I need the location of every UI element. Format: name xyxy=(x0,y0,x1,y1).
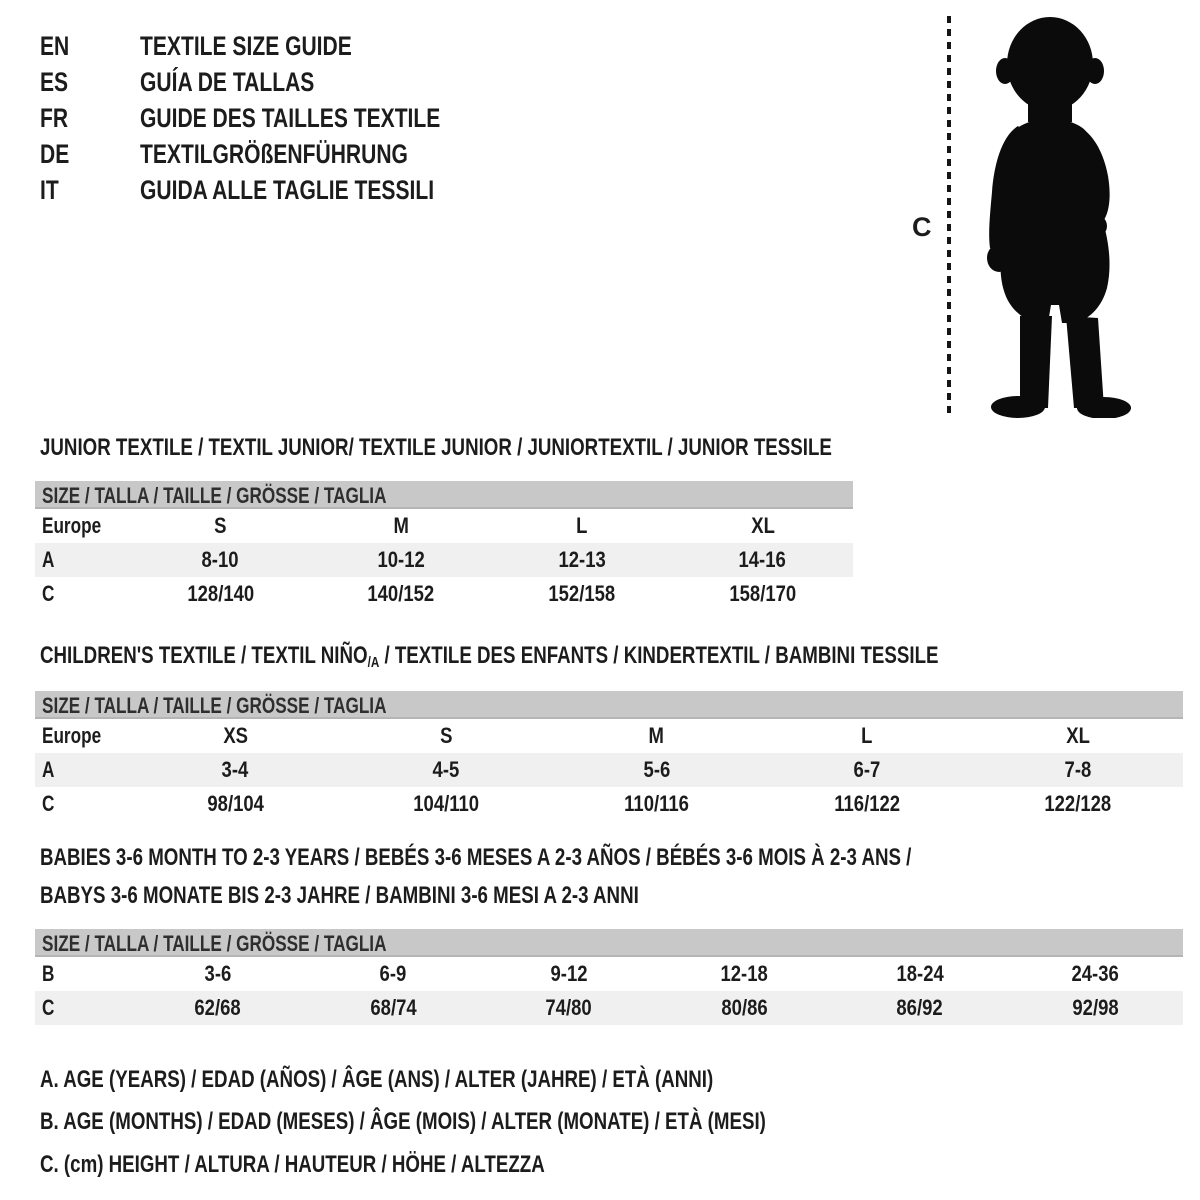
height-cell: 62/68 xyxy=(194,995,241,1020)
size-cell: L xyxy=(576,513,588,538)
row-label: A xyxy=(42,757,55,782)
lang-row-en xyxy=(40,28,525,64)
heading-sub-part: /A xyxy=(367,654,380,671)
row-label: Europe xyxy=(42,513,102,538)
lang-title: GUIDA ALLE TAGLIE TESSILI xyxy=(140,175,435,205)
lang-row-fr xyxy=(40,100,525,136)
age-cell: 12-18 xyxy=(720,961,768,986)
height-cell: 116/122 xyxy=(834,791,900,816)
lang-title: TEXTILE SIZE GUIDE xyxy=(140,31,352,61)
lang-row-it xyxy=(40,172,525,208)
height-cell: 86/92 xyxy=(896,995,943,1020)
height-cell: 98/104 xyxy=(207,791,264,816)
height-measure-label: C xyxy=(912,212,932,242)
table-row xyxy=(35,753,1183,787)
row-label: B xyxy=(42,961,55,986)
lang-row-de xyxy=(40,136,525,172)
age-cell: 12-13 xyxy=(558,547,606,572)
row-label: C xyxy=(42,995,55,1020)
table-header-bar: SIZE / TALLA / TAILLE / GRÖSSE / TAGLIA xyxy=(35,929,1183,957)
table-row xyxy=(35,957,1183,991)
legend-line-a: A. AGE (YEARS) / EDAD (AÑOS) / ÂGE (ANS) / ALTER (JAHRE) / ETÀ (ANNI) xyxy=(40,1066,714,1093)
size-cell: S xyxy=(439,723,453,748)
age-cell: 7-8 xyxy=(1064,757,1092,782)
height-cell: 152/158 xyxy=(548,581,616,606)
size-cell: XL xyxy=(1065,723,1090,748)
size-cell: XL xyxy=(750,513,775,538)
table-row xyxy=(35,787,1183,821)
table-row xyxy=(35,719,1183,753)
row-label: A xyxy=(42,547,55,572)
lang-code: DE xyxy=(40,139,70,169)
age-cell: 24-36 xyxy=(1071,961,1119,986)
junior-size-table xyxy=(35,481,853,611)
lang-title: GUÍA DE TALLAS xyxy=(140,67,315,97)
babies-section-heading-line2: BABYS 3-6 MONATE BIS 2-3 JAHRE / BAMBINI 3-6 MESI A 2-3 ANNI xyxy=(40,882,639,909)
height-cell: 80/86 xyxy=(721,995,768,1020)
lang-code: EN xyxy=(40,31,70,61)
legend-line-c: C. (cm) HEIGHT / ALTURA / HAUTEUR / HÖHE / ALTEZZA xyxy=(40,1151,545,1178)
lang-code: IT xyxy=(40,175,59,205)
height-cell: 158/170 xyxy=(729,581,797,606)
lang-row-es xyxy=(40,64,525,100)
height-cell: 92/98 xyxy=(1072,995,1119,1020)
table-header-bar: SIZE / TALLA / TAILLE / GRÖSSE / TAGLIA xyxy=(35,691,1183,719)
table-header-bar: SIZE / TALLA / TAILLE / GRÖSSE / TAGLIA xyxy=(35,481,853,509)
table-row xyxy=(35,991,1183,1025)
table-row xyxy=(35,509,853,543)
language-title-list xyxy=(40,28,525,208)
age-cell: 4-5 xyxy=(432,757,460,782)
babies-section-heading-line1: BABIES 3-6 MONTH TO 2-3 YEARS / BEBÉS 3-6 MESES A 2-3 AÑOS / BÉBÉS 3-6 MOIS À 2-3 ANS / xyxy=(40,844,912,871)
age-cell: 18-24 xyxy=(896,961,944,986)
height-dashed-line xyxy=(947,16,951,416)
row-label: C xyxy=(42,581,55,606)
height-cell: 74/80 xyxy=(545,995,592,1020)
children-section-heading: CHILDREN'S TEXTILE / TEXTIL NIÑO/A / TEXTILE DES ENFANTS / KINDERTEXTIL / BAMBINI TESSILE xyxy=(40,642,939,671)
height-cell: 68/74 xyxy=(370,995,417,1020)
size-cell: S xyxy=(214,513,227,538)
lang-title: GUIDE DES TAILLES TEXTILE xyxy=(140,103,441,133)
junior-section-heading: JUNIOR TEXTILE / TEXTIL JUNIOR/ TEXTILE JUNIOR / JUNIORTEXTIL / JUNIOR TESSILE xyxy=(40,434,832,461)
lang-title: TEXTILGRÖßENFÜHRUNG xyxy=(140,139,408,169)
size-cell: M xyxy=(648,723,665,748)
height-cell: 128/140 xyxy=(186,581,254,606)
babies-size-table xyxy=(35,929,1183,1025)
lang-code: FR xyxy=(40,103,69,133)
lang-code: ES xyxy=(40,67,69,97)
age-cell: 5-6 xyxy=(643,757,670,782)
age-cell: 10-12 xyxy=(377,547,425,572)
age-cell: 6-9 xyxy=(379,961,407,986)
age-cell: 14-16 xyxy=(738,547,787,572)
height-cell: 104/110 xyxy=(412,791,479,816)
row-label: C xyxy=(42,791,55,816)
age-cell: 3-4 xyxy=(221,757,249,782)
legend-line-b: B. AGE (MONTHS) / EDAD (MESES) / ÂGE (MOIS) / ALTER (MONATE) / ETÀ (MESI) xyxy=(40,1108,766,1135)
age-cell: 6-7 xyxy=(853,757,881,782)
height-cell: 110/116 xyxy=(624,791,689,816)
age-cell: 8-10 xyxy=(201,547,239,572)
age-cell: 3-6 xyxy=(204,961,232,986)
toddler-silhouette-icon xyxy=(962,14,1138,418)
size-cell: M xyxy=(393,513,409,538)
children-size-table xyxy=(35,691,1183,821)
size-cell: XS xyxy=(222,723,248,748)
table-row xyxy=(35,577,853,611)
height-cell: 122/128 xyxy=(1044,791,1112,816)
size-cell: L xyxy=(861,723,873,748)
table-row xyxy=(35,543,853,577)
row-label: Europe xyxy=(42,723,102,748)
height-cell: 140/152 xyxy=(367,581,435,606)
age-cell: 9-12 xyxy=(550,961,588,986)
